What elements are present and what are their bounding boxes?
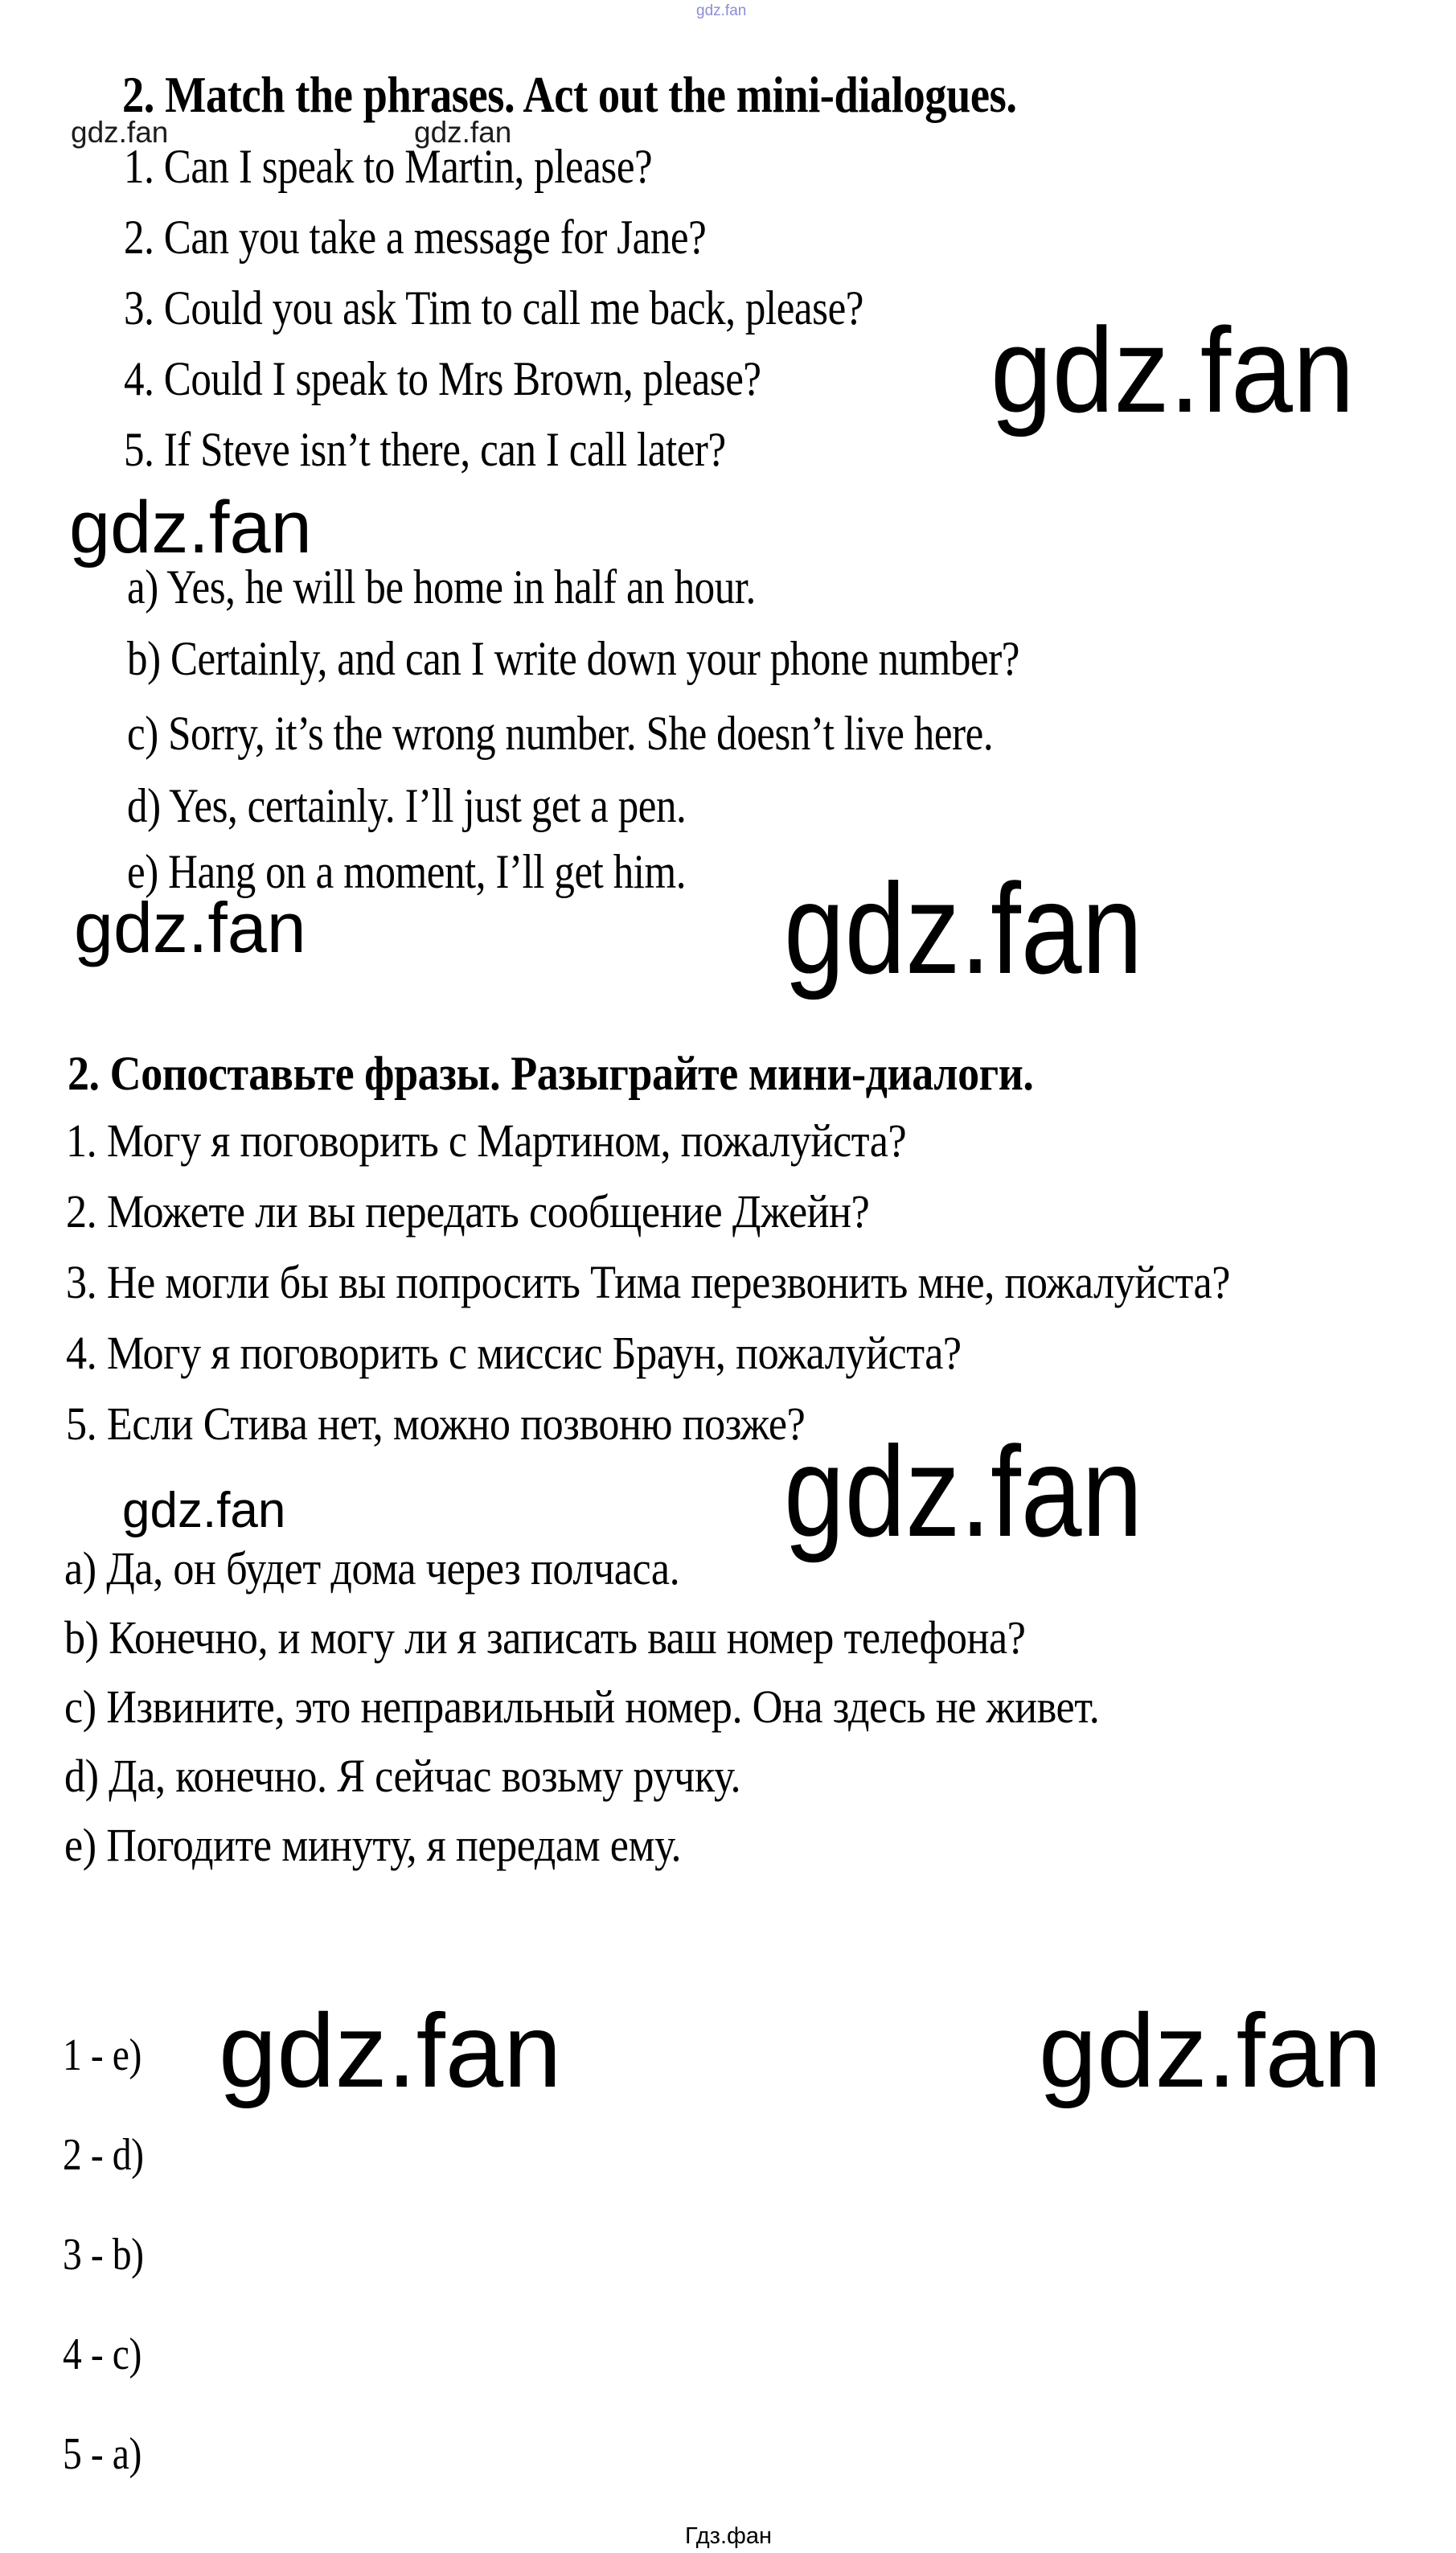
exercise-en-response-a: a) Yes, he will be home in half an hour. <box>127 560 756 614</box>
watermark-large-center-1: gdz.fan <box>784 856 1143 1000</box>
answer-key-item-1: 1 - e) <box>63 2030 141 2080</box>
exercise-en-response-d: d) Yes, certainly. I’ll just get a pen. <box>127 779 687 832</box>
watermark-medium-left: gdz.fan <box>74 888 306 967</box>
exercise-ru-response-a: a) Да, он будет дома через полчаса. <box>64 1542 680 1595</box>
footer-brand: Гдз.фан <box>685 2523 773 2549</box>
watermark-small-left: gdz.fan <box>71 116 169 149</box>
exercise-ru-question-2: 2. Можете ли вы передать сообщение Джейн? <box>66 1185 870 1238</box>
watermark-large-center-2: gdz.fan <box>784 1419 1143 1563</box>
exercise-en-question-5: 5. If Steve isn’t there, can I call later? <box>124 423 726 476</box>
watermark-large-right: gdz.fan <box>990 302 1355 437</box>
answer-key-item-4: 4 - c) <box>63 2329 141 2379</box>
exercise-en-response-c: c) Sorry, it’s the wrong number. She doesn’t live here. <box>127 707 994 760</box>
exercise-ru-question-5: 5. Если Стива нет, можно позвоню позже? <box>66 1398 806 1450</box>
exercise-ru-heading: 2. Сопоставьте фразы. Разыграйте мини-диалоги. <box>68 1047 1034 1100</box>
watermark-large-left: gdz.fan <box>69 486 312 568</box>
answer-key-item-3: 3 - b) <box>63 2230 144 2280</box>
exercise-en-question-1: 1. Can I speak to Martin, please? <box>124 140 653 193</box>
exercise-ru-question-4: 4. Могу я поговорить с миссис Браун, пожалуйста? <box>66 1327 962 1379</box>
answer-key-item-2: 2 - d) <box>63 2130 144 2180</box>
exercise-en-question-4: 4. Could I speak to Mrs Brown, please? <box>124 352 761 405</box>
watermark-answers-left: gdz.fan <box>219 1992 562 2109</box>
exercise-ru-response-d: d) Да, конечно. Я сейчас возьму ручку. <box>64 1750 741 1802</box>
answer-key-item-5: 5 - a) <box>63 2429 141 2479</box>
exercise-ru-response-e: e) Погодите минуту, я передам ему. <box>64 1819 682 1871</box>
watermark-small-center: gdz.fan <box>414 116 512 149</box>
exercise-en-response-e: e) Hang on a moment, I’ll get him. <box>127 845 687 898</box>
watermark-answers-right: gdz.fan <box>1039 1992 1382 2109</box>
watermark-top-center: gdz.fan <box>696 2 747 19</box>
watermark-small-left-2: gdz.fan <box>122 1483 286 1538</box>
exercise-en-response-b: b) Certainly, and can I write down your phone number? <box>127 632 1019 685</box>
exercise-en-question-3: 3. Could you ask Tim to call me back, please? <box>124 281 863 335</box>
exercise-ru-response-c: c) Извините, это неправильный номер. Она здесь не живет. <box>64 1681 1100 1733</box>
exercise-ru-question-1: 1. Могу я поговорить с Мартином, пожалуйста? <box>66 1114 907 1167</box>
exercise-en-question-2: 2. Can you take a message for Jane? <box>124 211 707 264</box>
exercise-ru-response-b: b) Конечно, и могу ли я записать ваш номер телефона? <box>64 1611 1026 1664</box>
exercise-en-heading: 2. Match the phrases. Act out the mini-dialogues. <box>122 66 1017 123</box>
exercise-ru-question-3: 3. Не могли бы вы попросить Тима перезвонить мне, пожалуйста? <box>66 1256 1230 1308</box>
